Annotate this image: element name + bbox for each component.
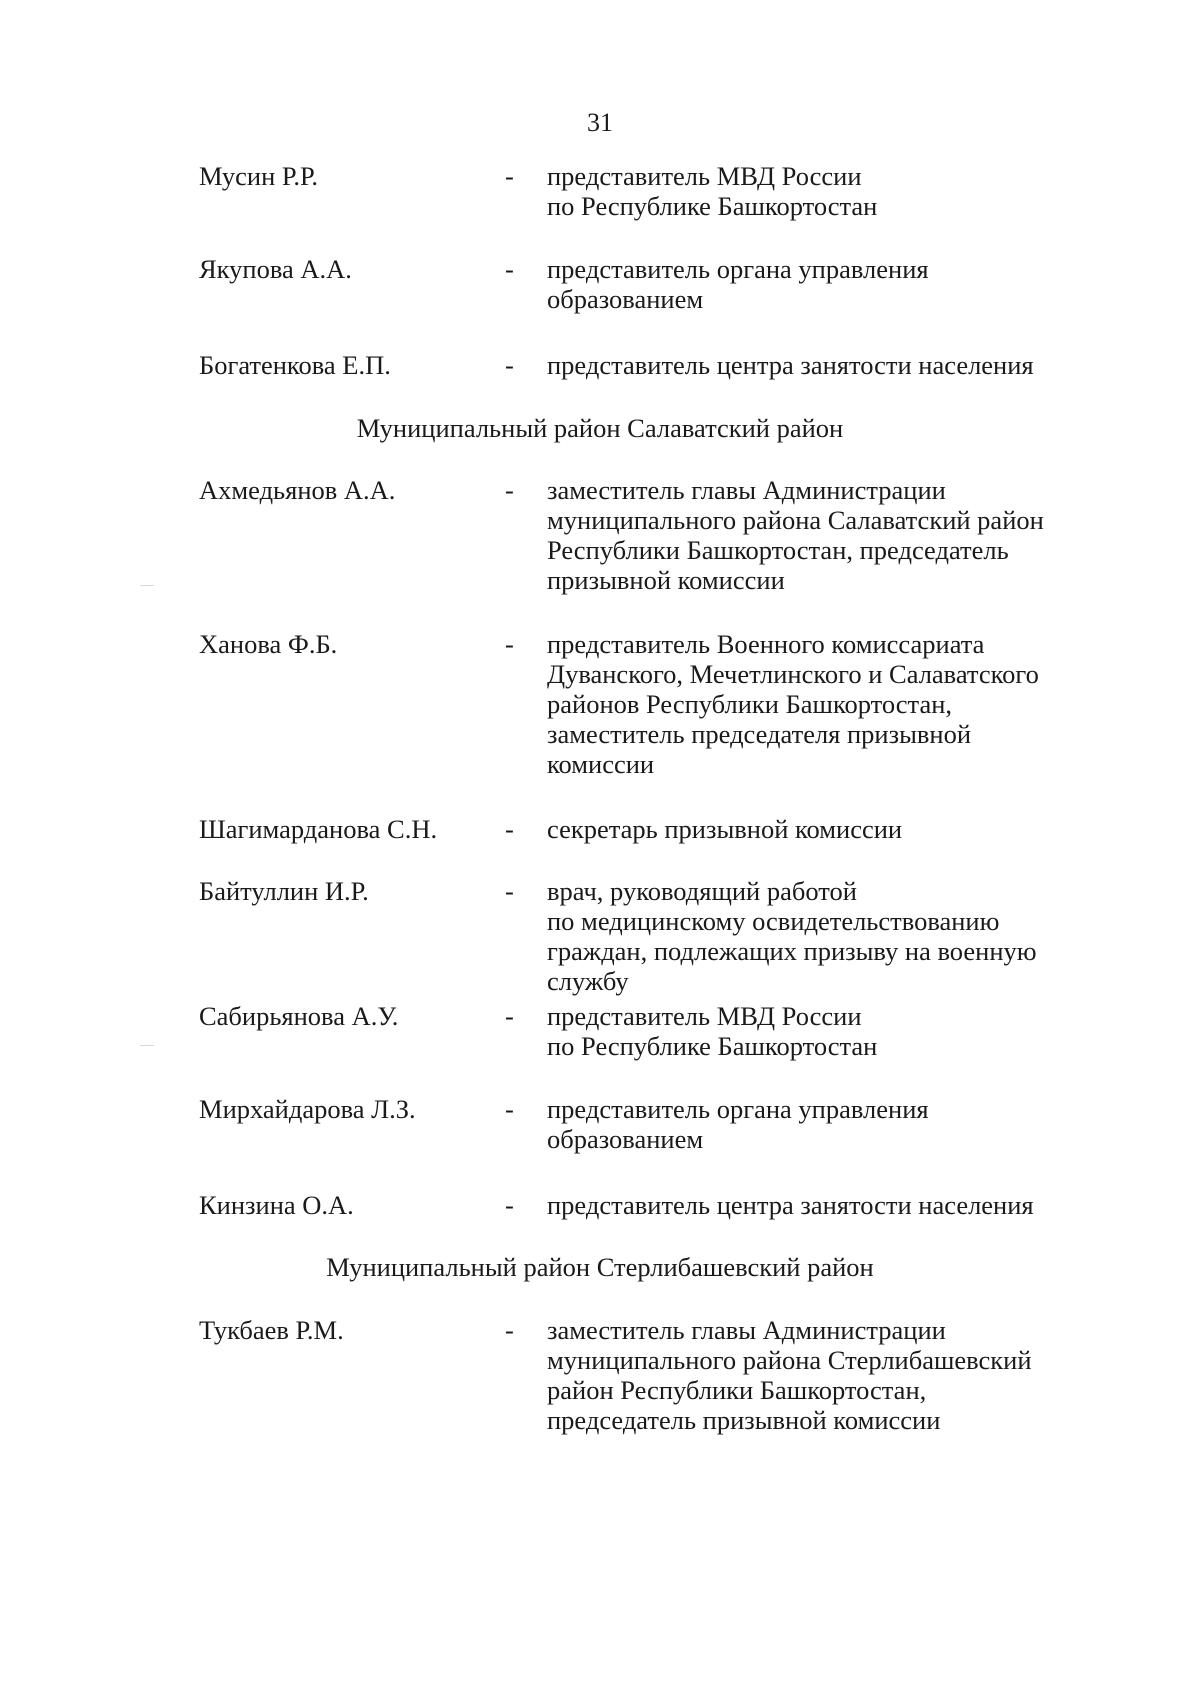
dash-separator: - bbox=[505, 876, 514, 906]
member-role bbox=[547, 876, 1107, 996]
role-line: район Республики Башкортостан, bbox=[547, 1375, 927, 1405]
role-line: представитель Военного комиссариата bbox=[547, 629, 985, 659]
member-name: Ханова Ф.Б. bbox=[199, 629, 338, 659]
member-role bbox=[547, 254, 1107, 314]
role-line: представитель органа управления bbox=[547, 1094, 929, 1124]
member-role bbox=[547, 1190, 1107, 1220]
role-line: по медицинскому освидетельствованию bbox=[547, 906, 1000, 936]
member-name: Богатенкова Е.П. bbox=[199, 350, 391, 380]
dash-separator: - bbox=[505, 1094, 514, 1124]
role-line: образованием bbox=[547, 284, 704, 314]
role-line: по Республике Башкортостан bbox=[547, 191, 878, 221]
role-line: граждан, подлежащих призыву на военную bbox=[547, 936, 1037, 966]
role-line: по Республике Башкортостан bbox=[547, 1031, 878, 1061]
page-number: 31 bbox=[587, 108, 613, 137]
dash-separator: - bbox=[505, 1315, 514, 1345]
member-name: Кинзина О.А. bbox=[199, 1190, 354, 1220]
member-name: Сабирьянова А.У. bbox=[199, 1001, 399, 1031]
member-role bbox=[547, 1315, 1107, 1435]
role-line: заместитель главы Администрации bbox=[547, 475, 946, 505]
member-role bbox=[547, 1094, 1107, 1154]
member-role bbox=[547, 475, 1107, 595]
role-line: муниципального района Салаватский район bbox=[547, 505, 1044, 535]
role-line: комиссии bbox=[547, 749, 655, 779]
dash-separator: - bbox=[505, 629, 514, 659]
dash-separator: - bbox=[505, 1001, 514, 1031]
dash-separator: - bbox=[505, 350, 514, 380]
role-line: секретарь призывной комиссии bbox=[547, 814, 903, 844]
role-line: представитель МВД России bbox=[547, 1001, 862, 1031]
member-role bbox=[547, 161, 1107, 221]
role-line: врач, руководящий работой bbox=[547, 876, 857, 906]
role-line: представитель центра занятости населения bbox=[547, 1190, 1034, 1220]
dash-separator: - bbox=[505, 254, 514, 284]
scan-artifact bbox=[140, 1045, 154, 1046]
dash-separator: - bbox=[505, 161, 514, 191]
section-heading-sterlibash: Муниципальный район Стерлибашевский район bbox=[326, 1252, 874, 1282]
member-name: Ахмедьянов А.А. bbox=[199, 475, 396, 505]
role-line: представитель МВД России bbox=[547, 161, 862, 191]
dash-separator: - bbox=[505, 1190, 514, 1220]
member-name: Якупова А.А. bbox=[199, 254, 352, 284]
dash-separator: - bbox=[505, 814, 514, 844]
role-line: председатель призывной комиссии bbox=[547, 1405, 941, 1435]
role-line: службу bbox=[547, 966, 629, 996]
section-heading-salavat: Муниципальный район Салаватский район bbox=[356, 413, 844, 443]
role-line: представитель центра занятости населения bbox=[547, 350, 1034, 380]
dash-separator: - bbox=[505, 475, 514, 505]
member-name: Байтуллин И.Р. bbox=[199, 876, 369, 906]
role-line: представитель органа управления bbox=[547, 254, 929, 284]
member-name: Мирхайдарова Л.З. bbox=[199, 1094, 416, 1124]
member-name: Шагимарданова С.Н. bbox=[199, 814, 438, 844]
role-line: образованием bbox=[547, 1124, 704, 1154]
role-line: муниципального района Стерлибашевский bbox=[547, 1345, 1032, 1375]
member-role bbox=[547, 814, 1107, 844]
member-role bbox=[547, 350, 1107, 380]
member-role bbox=[547, 629, 1107, 779]
role-line: районов Республики Башкортостан, bbox=[547, 689, 953, 719]
role-line: Республики Башкортостан, председатель bbox=[547, 535, 1009, 565]
role-line: Дуванского, Мечетлинского и Салаватского bbox=[547, 659, 1039, 689]
role-line: заместитель главы Администрации bbox=[547, 1315, 946, 1345]
role-line: заместитель председателя призывной bbox=[547, 719, 971, 749]
role-line: призывной комиссии bbox=[547, 565, 785, 595]
member-role bbox=[547, 1001, 1107, 1061]
scan-artifact bbox=[140, 585, 154, 586]
member-name: Тукбаев Р.М. bbox=[199, 1315, 344, 1345]
member-name: Мусин Р.Р. bbox=[199, 161, 319, 191]
